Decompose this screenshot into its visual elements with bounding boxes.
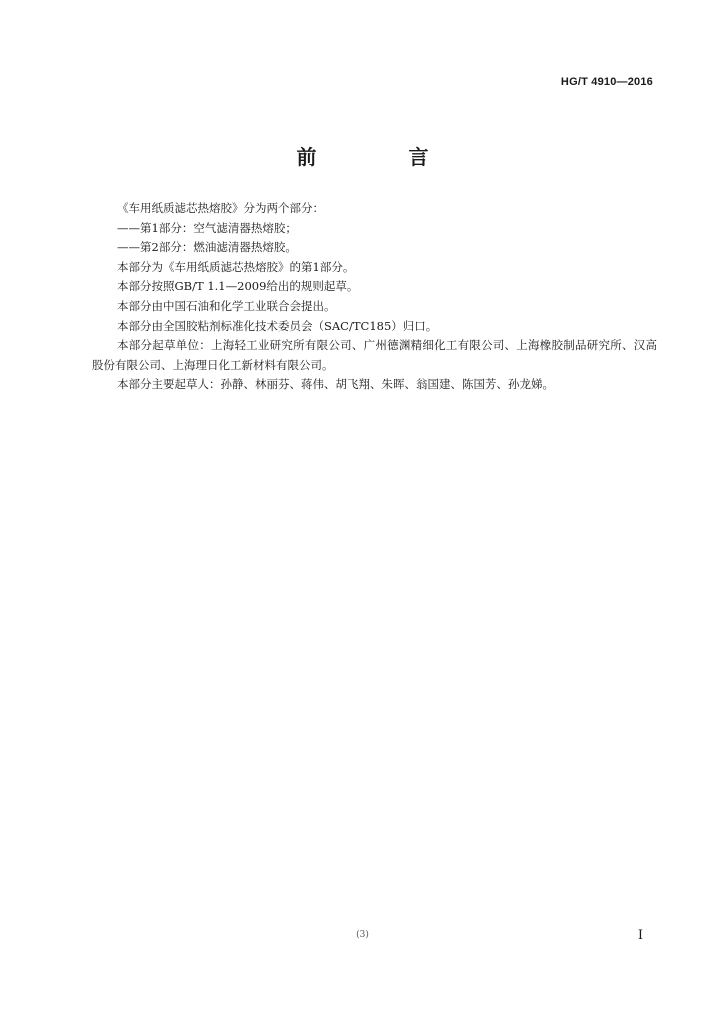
footer-mark: (3): [356, 930, 369, 940]
paragraph-proposed-by: 本部分由中国石油和化学工业联合会提出。: [117, 298, 336, 313]
paragraph-this-part: 本部分为《车用纸质滤芯热熔胶》的第1部分。: [117, 259, 355, 274]
paragraph-under-jurisdiction: 本部分由全国胶粘剂标准化技术委员会（SAC/TC185）归口。: [117, 318, 438, 333]
page-number: I: [637, 928, 643, 943]
paragraph-drafters: 本部分主要起草人：孙静、林丽芬、蒋伟、胡飞翔、朱晖、翁国建、陈国芳、孙龙娣。: [117, 377, 554, 392]
page-title: 前 言: [296, 145, 465, 169]
paragraph-drafting-rules: 本部分按照GB/T 1.1—2009给出的规则起草。: [117, 279, 359, 294]
standard-number: HG/T 4910—2016: [560, 76, 653, 88]
paragraph-parts-intro: 《车用纸质滤芯热熔胶》分为两个部分：: [117, 201, 324, 215]
foreword-body: [92, 199, 657, 395]
paragraph-part-2: ——第2部分：燃油滤清器热熔胶。: [117, 240, 297, 255]
paragraph-drafting-units: 本部分起草单位：上海轻工业研究所有限公司、广州德渊精细化工有限公司、上海橡胶制品研究所、汉高股份有限公司、上海理日化工新材料有限公司。: [92, 338, 657, 372]
paragraph-part-1: ——第1部分：空气滤清器热熔胶；: [117, 220, 297, 235]
